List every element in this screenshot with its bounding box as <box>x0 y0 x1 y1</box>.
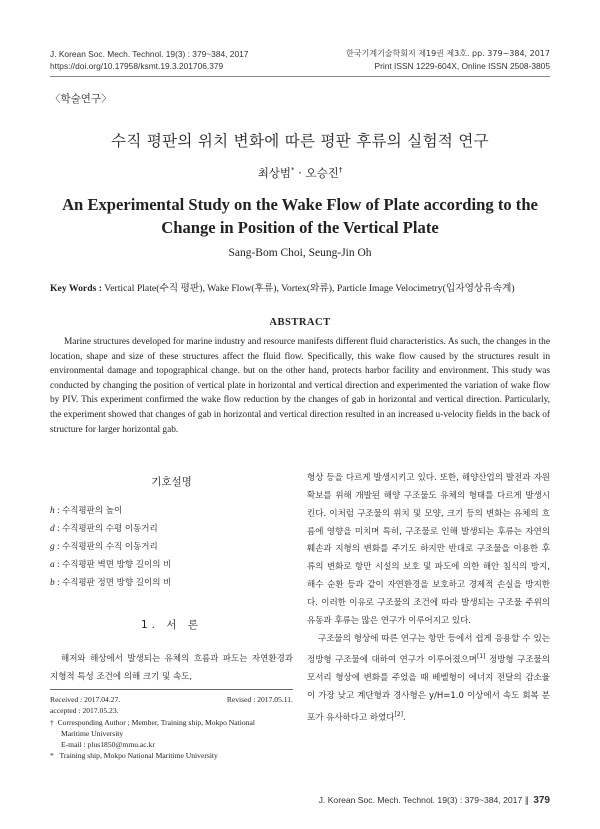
title-english-line1: An Experimental Study on the Wake Flow of Plate according to the <box>62 195 538 214</box>
paragraph-text: . <box>403 712 406 723</box>
corresponding-author <box>50 717 293 728</box>
abstract-body: Marine structures developed for marine industry and resource manifests different fluid characteristics. As such, the changes in the location, shape and size of these structures affect the fluid flow. Specifically, this wake flow caused by the structures result in environmental damage and topographical change. but on the other hand, protects harbor facility and environment. This study was conducted by changing the position of vertical plate in horizontal and vertical direction and experimented the variation of wake flow by PIV. This experiment confirmed the wake flow reduction by the changes of gab in horizontal and vertical direction. Particularly, the experiment showed that changes of gab in horizontal and vertical direction resulted in an increased u-velocity fields in the back of structure for larger horizontal gab. <box>50 337 550 435</box>
keywords <box>50 280 550 294</box>
abstract-heading: ABSTRACT <box>269 317 331 328</box>
author-1-ko: 최상범 <box>257 166 292 180</box>
author-1-mark: * <box>291 166 295 175</box>
corresponding-author-affiliation: Maritime University <box>61 728 124 738</box>
header-divider <box>50 76 550 77</box>
received-revised-line <box>50 694 293 705</box>
paragraph-text: 정방형 구조물의 모서리 형상에 변화를 주었을 때 베벨형이 에너지 전달의 감소율이 가장 낮고 계단형과 경사형은 y/H=1.0 이상에서 속도 회복 분포가 유사하다고 하였다 <box>307 655 550 723</box>
article-category: 〈학술연구〉 <box>50 93 112 105</box>
star-mark: * <box>50 751 54 761</box>
journal-header-right <box>346 48 550 72</box>
nomenclature-item: a : 수직평판 벽면 방향 길이의 비 <box>50 560 172 570</box>
author-2-mark: † <box>338 166 343 175</box>
received-date: Received : 2017.04.27. <box>50 695 121 704</box>
footer-citation: J. Korean Soc. Mech. Technol. 19(3) : 379~384, 2017 ∥ <box>318 795 529 805</box>
reference-1[interactable]: [1] <box>477 653 486 661</box>
title-english-line2: Change in Position of the Vertical Plate <box>161 218 439 237</box>
nomenclature-item: b : 수직평판 정면 방향 길이의 비 <box>50 578 172 588</box>
symbol: a <box>50 560 55 570</box>
paragraph-text: 구조물의 형상에 따른 연구는 항만 등에서 쉽게 응용할 수 있는 정방형 구조물에 대하여 연구가 이루어졌으며 <box>307 633 550 666</box>
nomenclature-item: g : 수직평판의 수직 이동거리 <box>50 542 158 552</box>
title-korean: 수직 평판의 위치 변화에 따른 평판 후류의 실험적 연구 <box>111 132 489 150</box>
journal-header-left <box>50 48 248 72</box>
keywords-text: Vertical Plate(수직 평판), Wake Flow(후류), Vortex(와류), Particle Image Velocimetry(입자영상유속계) <box>104 283 515 294</box>
symbol-description: 수직평판의 높이 <box>61 506 123 516</box>
co-author-affiliation-text: Training ship, Mokpo National Maritime University <box>59 751 218 761</box>
symbol-description: 수직평판의 수직 이동거리 <box>61 542 158 552</box>
revised-date: Revised : 2017.05.11. <box>226 695 293 704</box>
introduction-left-text <box>50 651 293 687</box>
footnote-divider <box>50 689 293 690</box>
authors-korean <box>0 165 600 181</box>
paragraph <box>307 631 550 728</box>
nomenclature-item: d : 수직평판의 수평 이동거리 <box>50 524 158 534</box>
co-author-affiliation <box>50 750 293 761</box>
symbol: d <box>50 524 55 534</box>
symbol: g <box>50 542 55 552</box>
dagger-mark: † <box>50 717 54 727</box>
corresponding-author-email[interactable]: E-mail : plus1850@mmu.ac.kr <box>61 740 155 750</box>
authors-english: Sang-Bom Choi, Seung-Jin Oh <box>228 247 372 259</box>
page-number: 379 <box>533 795 550 806</box>
nomenclature-heading: 기호설명 <box>151 476 192 488</box>
journal-citation-ko: 한국기계기술학회지 제19권 제3호. pp. 379~384, 2017 <box>346 49 550 58</box>
reference-2[interactable]: [2] <box>394 710 404 718</box>
symbol: b <box>50 578 55 588</box>
introduction-right-text <box>307 470 550 727</box>
issn-line: Print ISSN 1229-604X, Online ISSN 2508-3805 <box>374 61 550 71</box>
accepted-date: accepted : 2017.05.23. <box>50 706 119 716</box>
keywords-label: Key Words : <box>50 283 103 294</box>
nomenclature-item: h : 수직평판의 높이 <box>50 506 123 516</box>
paragraph: 해저와 해상에서 발생되는 유체의 흐름과 파도는 자연환경과 지형적 특성 조건에 의해 크기 및 속도, <box>50 654 293 682</box>
journal-citation: J. Korean Soc. Mech. Technol. 19(3) : 379~384, 2017 <box>50 49 249 59</box>
symbol-description: 수직평판의 수평 이동거리 <box>61 524 158 534</box>
author-2-ko: 오승진 <box>305 166 339 180</box>
corresponding-author-text: Corresponding Author ; Member, Training ship, Mokpo National <box>57 717 255 727</box>
doi-link[interactable]: https://doi.org/10.17958/ksmt.19.3.201706.379 <box>50 61 224 71</box>
author-separator: · <box>294 166 306 180</box>
footnotes <box>50 694 293 762</box>
nomenclature-list <box>50 502 293 592</box>
symbol: h <box>50 506 55 516</box>
title-english <box>50 193 550 239</box>
section-heading-introduction: 1. 서 론 <box>141 619 202 631</box>
page-footer <box>319 795 550 806</box>
paragraph: 형상 등을 다르게 발생시키고 있다. 또한, 해양산업의 발전과 자원 확보를 위해 개발된 해양 구조물도 유체의 형태를 다르게 발생시킨다. 이처럼 구조물의 위치 및 모양, 크기 등의 변화는 유체의 흐름에 영향을 미치며 특히, 구조물로 인해 발생되는 후류는 자연의 훼손과 지형의 변화를 주기도 하지만 반대로 구조물을 이용한 후류의 변화로 항만 시설의 보호 및 파도에 의한 해안 침식의 방지, 해수 순환 등과 같이 자연환경을 보호하고 경제적 손실을 방지한다. 이러한 이유로 구조물의 조건에 따라 발생되는 구조물 주위의 유동과 후류는 많은 연구가 이루어지고 있다. <box>307 473 550 626</box>
symbol-description: 수직평판 정면 방향 길이의 비 <box>61 578 172 588</box>
symbol-description: 수직평판 벽면 방향 길이의 비 <box>61 560 172 570</box>
